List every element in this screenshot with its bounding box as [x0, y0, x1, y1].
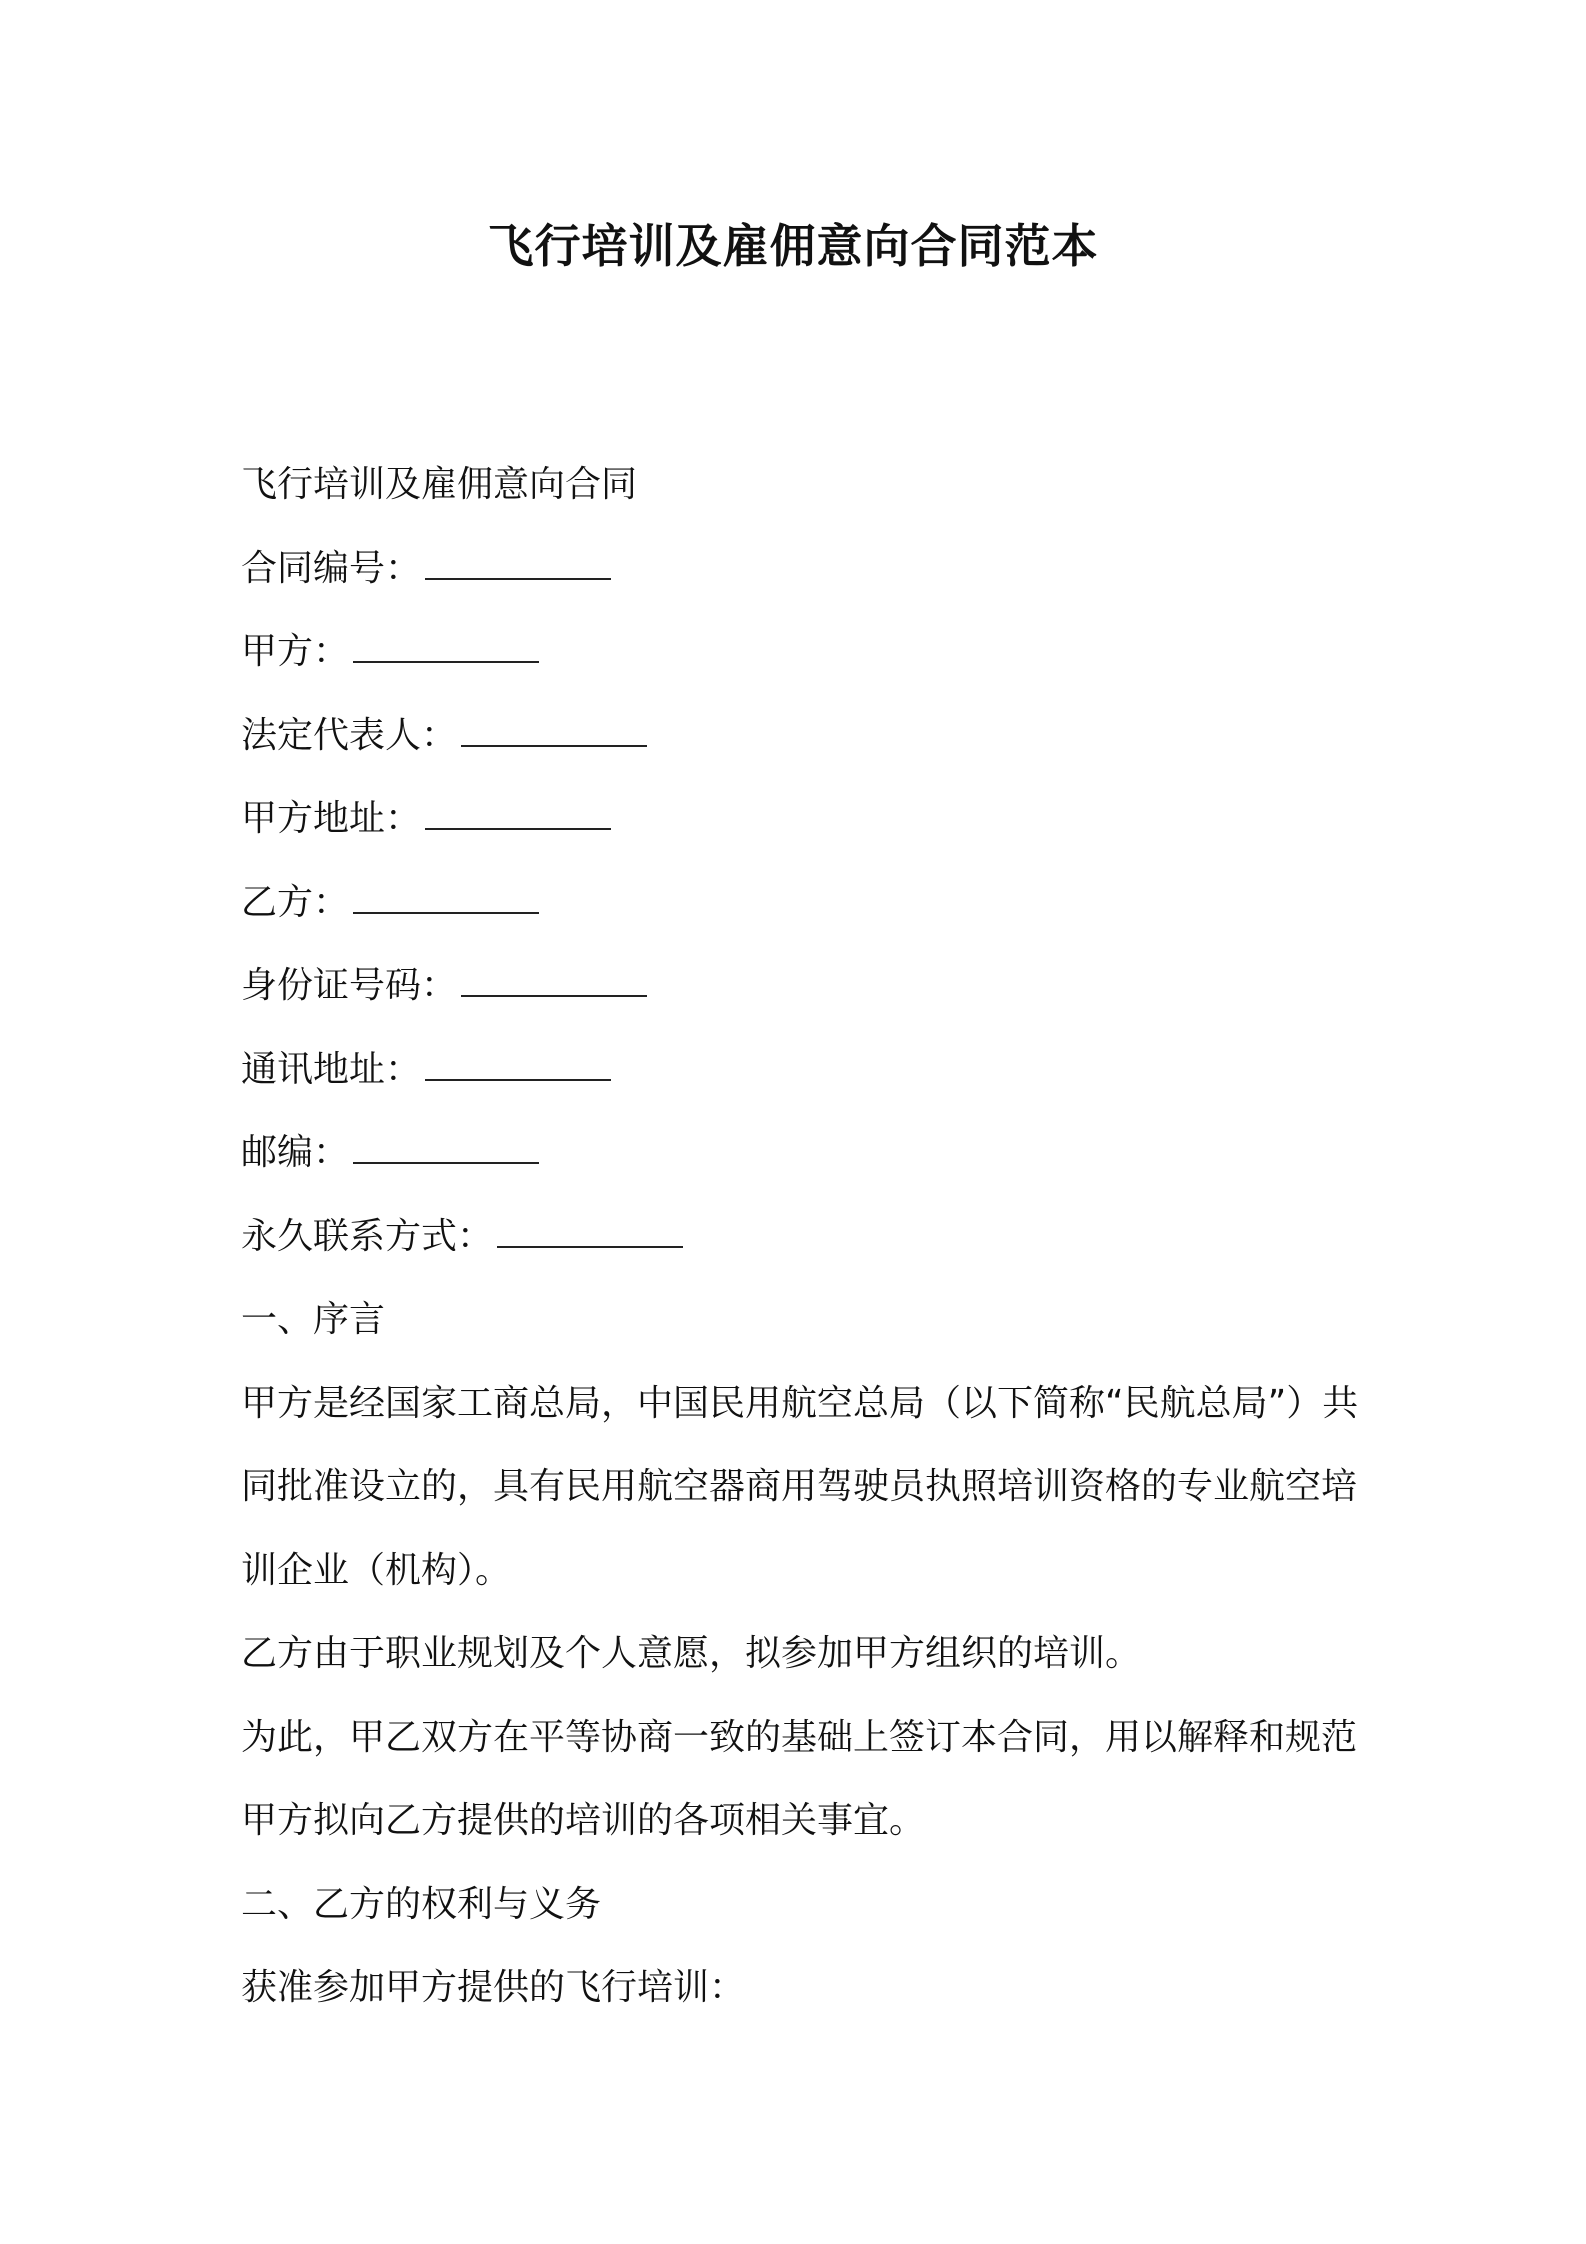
paragraph: 乙方由于职业规划及个人意愿，拟参加甲方组织的培训。: [241, 1633, 1142, 1674]
contract-subtitle: 飞行培训及雇佣意向合同: [241, 464, 638, 505]
field-label: 乙方：: [241, 881, 350, 923]
document-body: [241, 443, 1386, 2030]
section-heading-preamble: 一、序言: [241, 1299, 386, 1340]
paragraph: 甲方是经国家工商总局，中国民用航空总局（以下简称“民航总局”）共同批准设立的，具有民用航空器商用驾驶员执照培训资格的专业航空培训企业（机构）。: [241, 1382, 1359, 1591]
blank-line: [353, 621, 539, 663]
field-party-a: [241, 610, 1386, 694]
field-label: 合同编号：: [241, 547, 422, 589]
field-label: 甲方地址：: [241, 798, 422, 839]
paragraph: 获准参加甲方提供的飞行培训：: [241, 1967, 746, 2008]
field-label: 邮编：: [241, 1132, 350, 1173]
blank-line: [461, 705, 647, 747]
field-legal-representative: [241, 694, 1386, 778]
blank-line: [425, 538, 611, 580]
field-mailing-address: [241, 1028, 1386, 1112]
document-title: 飞行培训及雇佣意向合同范本: [487, 219, 1099, 273]
paragraph: 为此，甲乙双方在平等协商一致的基础上签订本合同，用以解释和规范甲方拟向乙方提供的培训的各项相关事宜。: [241, 1716, 1358, 1841]
blank-line: [497, 1206, 683, 1248]
blank-line: [425, 788, 611, 830]
field-label: 身份证号码：: [241, 965, 458, 1006]
field-label: 通讯地址：: [241, 1048, 422, 1090]
blank-line: [353, 872, 539, 914]
blank-line: [461, 955, 647, 997]
field-label: 甲方：: [241, 631, 350, 672]
section-heading-party-b-rights: 二、乙方的权利与义务: [241, 1883, 602, 1925]
field-permanent-contact: [241, 1195, 1386, 1279]
field-party-a-address: [241, 777, 1386, 861]
field-contract-number: [241, 527, 1386, 611]
blank-line: [353, 1122, 539, 1164]
field-postal-code: [241, 1111, 1386, 1195]
field-id-number: [241, 944, 1386, 1028]
field-label: 永久联系方式：: [241, 1215, 494, 1257]
field-party-b: [241, 861, 1386, 945]
field-label: 法定代表人：: [241, 714, 458, 756]
blank-line: [425, 1039, 611, 1081]
